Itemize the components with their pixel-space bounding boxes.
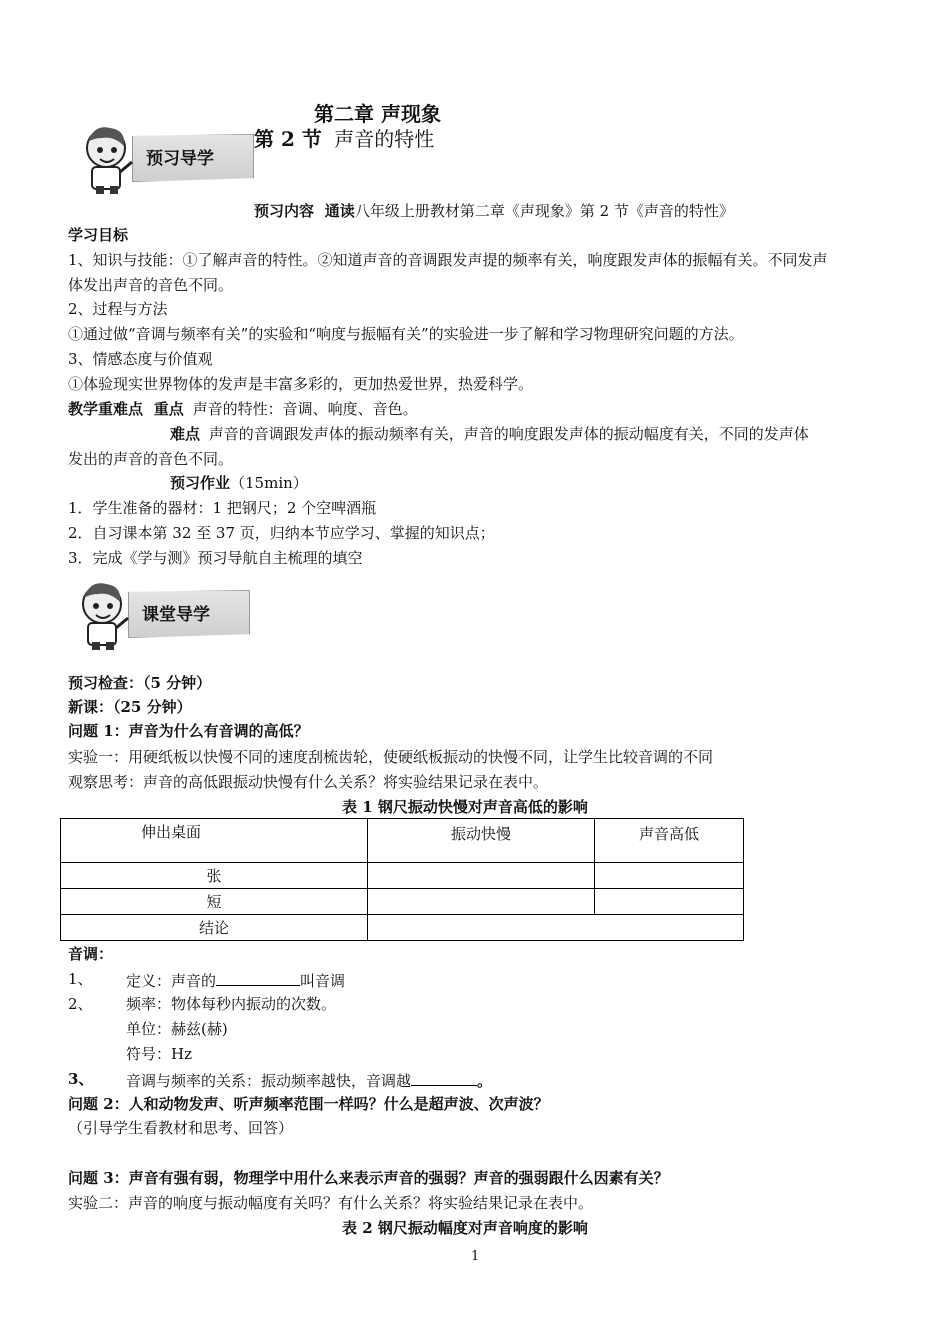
question-2-note: （引导学生看教材和思考、回答） xyxy=(68,1119,294,1137)
table-header: 伸出桌面 xyxy=(61,819,368,863)
objectives-line: ①体验现实世界物体的发声是丰富多彩的，更加热爱世界，热爱科学。 xyxy=(68,375,534,393)
classroom-banner xyxy=(70,580,270,650)
table-1 xyxy=(60,818,744,941)
symbol-line: 符号：Hz xyxy=(126,1045,192,1063)
objectives-line: 2、过程与方法 xyxy=(68,300,168,318)
table-cell[interactable] xyxy=(595,889,744,915)
table-header: 声音高低 xyxy=(595,819,744,863)
experiment-1: 实验一：用硬纸板以快慢不同的速度刮梳齿轮，使硬纸板振动的快慢不同，让学生比较音调的不同 xyxy=(68,748,714,766)
table-cell: 张 xyxy=(61,863,368,889)
table-cell[interactable] xyxy=(595,863,744,889)
unit-line: 单位：赫兹(赫) xyxy=(126,1020,228,1038)
section-title: 第 2 节 声音的特性 xyxy=(254,127,435,151)
key-points: 教学重难点 重点 声音的特性：音调、响度、音色。 xyxy=(68,400,418,418)
classroom-banner-label: 课堂导学 xyxy=(142,605,210,625)
homework-item: 3．完成《学与测》预习导航自主梳理的填空 xyxy=(68,549,363,567)
objectives-line: ①通过做“音调与频率有关”的实验和“响度与振幅有关”的实验进一步了解和学习物理研究问题的方法。 xyxy=(68,325,744,343)
pitch-heading: 音调： xyxy=(68,945,114,963)
homework-item: 1．学生准备的器材：1 把钢尺；2 个空啤酒瓶 xyxy=(68,499,377,517)
table-cell: 结论 xyxy=(61,915,368,941)
table-cell[interactable] xyxy=(368,889,595,915)
question-3: 问题 3：声音有强有弱，物理学中用什么来表示声音的强弱？声音的强弱跟什么因素有关？ xyxy=(68,1169,669,1187)
table-row xyxy=(61,863,744,889)
check-line: 预习检查：（5 分钟） xyxy=(68,674,212,692)
pitch-item-1: 1、 定义：声音的 叫音调 xyxy=(68,970,346,990)
new-lesson-line: 新课：（25 分钟） xyxy=(68,698,192,716)
question-2: 问题 2：人和动物发声、听声频率范围一样吗？什么是超声波、次声波？ xyxy=(68,1095,549,1113)
experiment-2: 实验二：声音的响度与振动幅度有关吗？有什么关系？将实验结果记录在表中。 xyxy=(68,1194,594,1212)
table1-title: 表 1 钢尺振动快慢对声音高低的影响 xyxy=(342,798,588,816)
table-header: 振动快慢 xyxy=(368,819,595,863)
difficulty: 难点 声音的音调跟发声体的振动频率有关，声音的响度跟发声体的振动幅度有关，不同的发声体 xyxy=(170,425,809,443)
table2-title: 表 2 钢尺振动幅度对声音响度的影响 xyxy=(342,1219,588,1237)
pitch-item-2: 2、 频率：物体每秒内振动的次数。 xyxy=(68,995,337,1013)
chapter-title: 第二章 声现象 xyxy=(314,102,441,126)
objectives-heading: 学习目标 xyxy=(68,226,129,244)
page-number: 1 xyxy=(471,1249,480,1264)
table-cell: 短 xyxy=(61,889,368,915)
cartoon-boy-icon xyxy=(70,580,140,652)
table-cell[interactable] xyxy=(368,863,595,889)
pitch-item-3: 3、 音调与频率的关系：振动频率越快，音调越 。 xyxy=(68,1070,493,1090)
cartoon-boy-icon xyxy=(74,124,144,196)
question-1: 问题 1：声音为什么有音调的高低？ xyxy=(68,722,309,740)
preview-content: 预习内容 通读八年级上册教材第二章《声现象》第 2 节《声音的特性》 xyxy=(254,202,734,220)
objectives-line: 体发出声音的音色不同。 xyxy=(68,276,234,294)
table-row xyxy=(61,889,744,915)
objectives-line: 3、情感态度与价值观 xyxy=(68,350,213,368)
observation-1: 观察思考：声音的高低跟振动快慢有什么关系？将实验结果记录在表中。 xyxy=(68,773,549,791)
homework-item: 2．自习课本第 32 至 37 页，归纳本节应学习、掌握的知识点； xyxy=(68,524,495,542)
preview-banner-label: 预习导学 xyxy=(146,149,214,169)
fill-blank[interactable] xyxy=(216,969,300,986)
fill-blank[interactable] xyxy=(411,1069,477,1086)
conclusion-cell[interactable] xyxy=(368,915,744,941)
table-row xyxy=(61,915,744,941)
homework-heading: 预习作业（15min） xyxy=(170,474,308,492)
preview-banner xyxy=(74,124,274,194)
objectives-line: 1、知识与技能：①了解声音的特性。②知道声音的音调跟发声提的频率有关，响度跟发声体的振幅有关。不同发声 xyxy=(68,251,828,269)
difficulty-cont: 发出的声音的音色不同。 xyxy=(68,450,234,468)
